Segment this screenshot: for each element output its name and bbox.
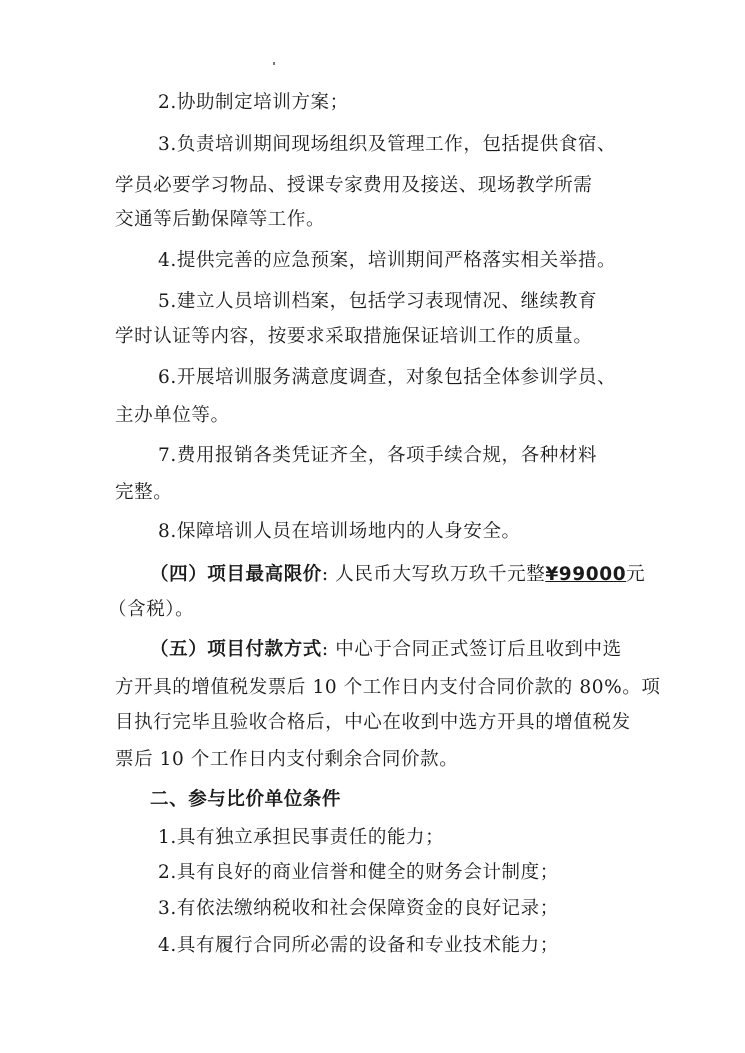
price-amount: ¥99000 [545, 564, 627, 585]
list-item: 7.费用报销各类凭证齐全，各项手续合规，各种材料 [158, 445, 598, 466]
payment-line [150, 638, 622, 662]
list-item: 3.负责培训期间现场组织及管理工作，包括提供食宿、 [158, 134, 617, 155]
scan-speck [273, 62, 275, 65]
list-item: 8.保障培训人员在培训场地内的人身安全。 [158, 521, 521, 542]
list-item: 2.协助制定培训方案； [158, 92, 349, 113]
list-item: 6.开展培训服务满意度调查，对象包括全体参训学员、 [158, 367, 617, 388]
list-item-continuation: 主办单位等。 [115, 405, 230, 426]
payment-text: : 中心于合同正式签订后且收到中选 [321, 639, 622, 660]
price-text: : 人民币大写玖万玖千元整 [321, 564, 546, 585]
condition-item: 4.具有履行合同所必需的设备和专业技术能力； [158, 935, 559, 956]
list-item: 4.提供完善的应急预案，培训期间严格落实相关举措。 [158, 250, 617, 271]
payment-line-4: 票后 10 个工作日内支付剩余合同价款。 [115, 749, 459, 770]
payment-line-2: 方开具的增值税发票后 10 个工作日内支付合同价款的 80%。项 [115, 677, 661, 698]
list-item-continuation: 完整。 [115, 482, 173, 503]
list-item-continuation: 学时认证等内容，按要求采取措施保证培训工作的质量。 [115, 326, 593, 347]
price-line-2: （含税）。 [108, 599, 195, 620]
price-unit: 元 [626, 564, 646, 585]
condition-item: 1.具有独立承担民事责任的能力； [158, 827, 445, 848]
list-item-continuation: 交通等后勤保障等工作。 [115, 209, 326, 230]
condition-item: 3.有依法缴纳税收和社会保障资金的良好记录； [158, 898, 559, 919]
payment-line-3: 目执行完毕且验收合格后，中心在收到中选方开具的增值税发 [115, 712, 631, 733]
list-item-continuation: 学员必要学习物品、授课专家费用及接送、现场教学所需 [115, 175, 593, 196]
condition-item: 2.具有良好的商业信誉和健全的财务会计制度； [158, 862, 559, 883]
price-line [150, 563, 645, 587]
price-label: （四）项目最高限价 [150, 564, 322, 585]
payment-label: （五）项目付款方式 [150, 639, 322, 660]
section-heading: 二、参与比价单位条件 [150, 789, 342, 810]
list-item: 5.建立人员培训档案，包括学习表现情况、继续教育 [158, 291, 598, 312]
